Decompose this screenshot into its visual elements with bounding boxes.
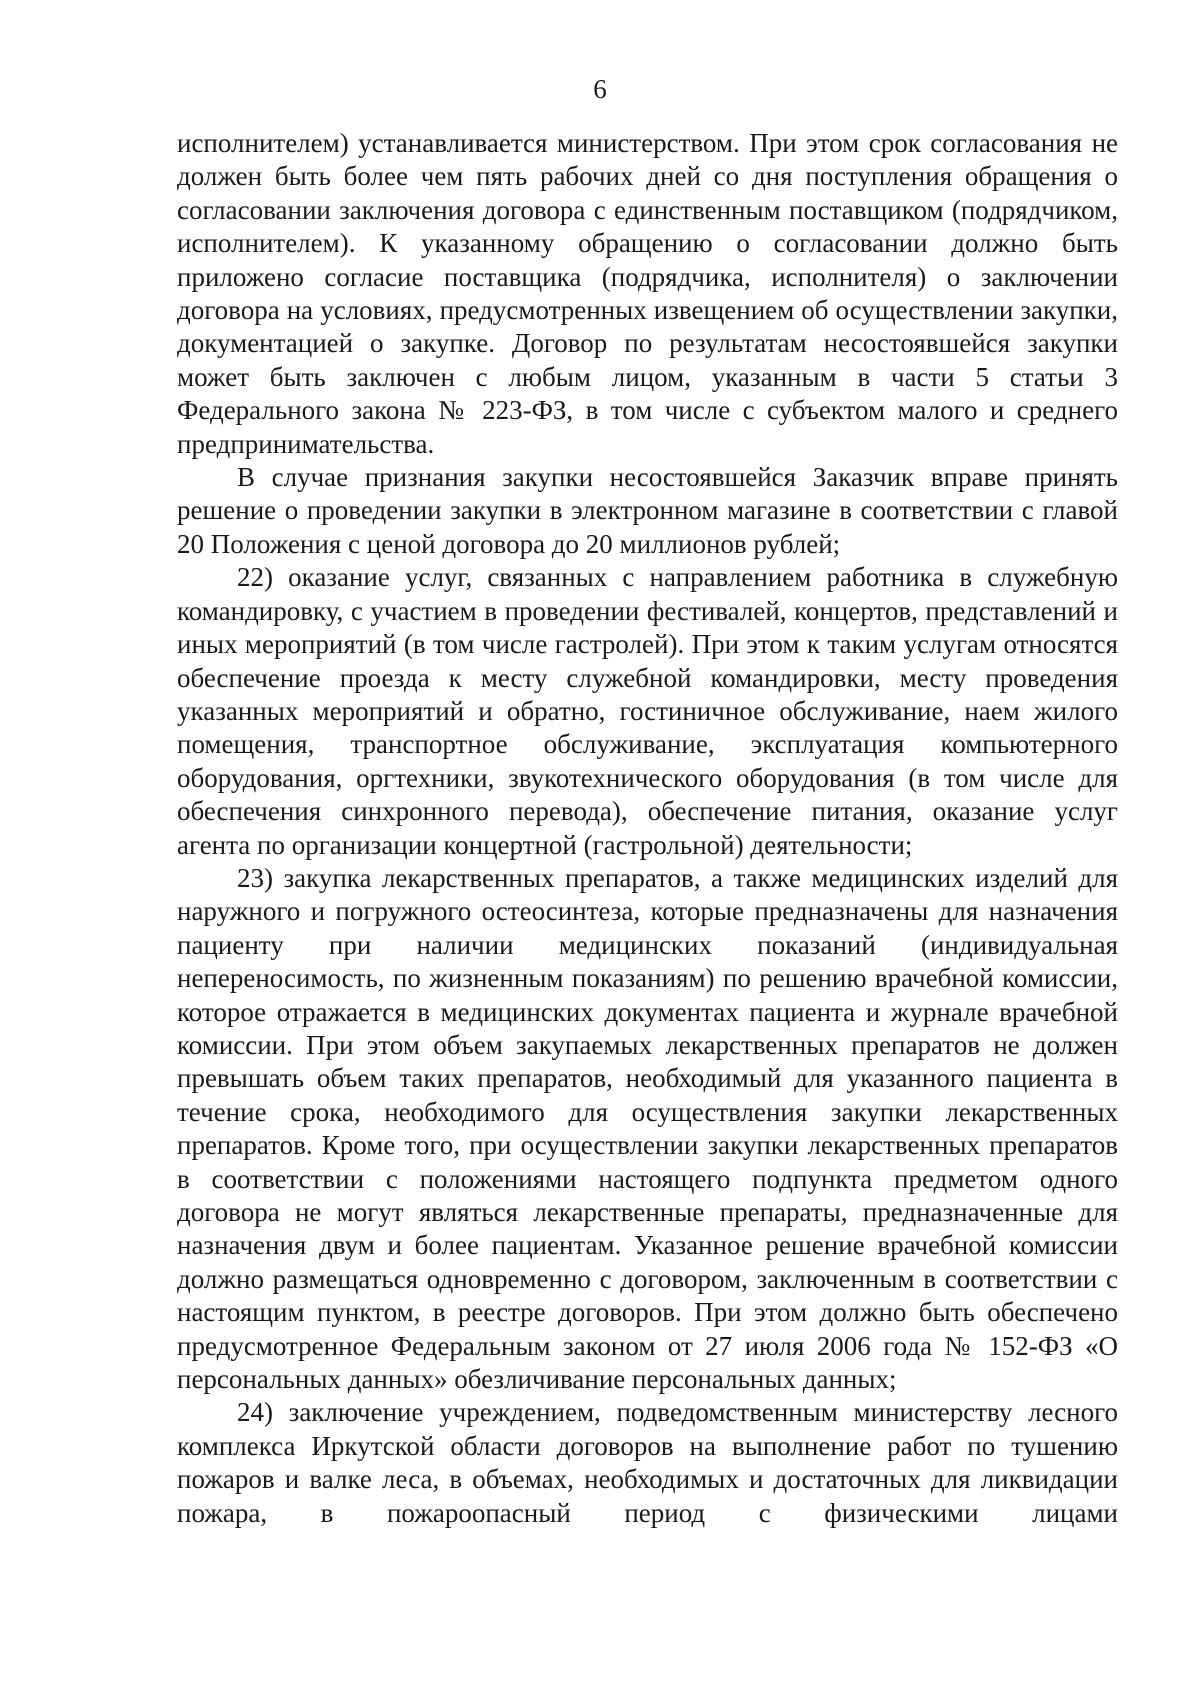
paragraph-item-22: 22) оказание услуг, связанных с направлением работника в служебную командировку, с участием в проведении фестивалей, концертов, представлений и иных мероприятий (в том числе гастролей). При этом к таким услугам относятся обеспечение проезда к месту служебной командировки, месту проведения указанных мероприятий и обратно, гостиничное обслуживание, наем жилого помещения, транспортное обслуживание, эксплуатация компьютерного оборудования, оргтехники, звукотехнического оборудования (в том числе для обеспечения синхронного перевода), обеспечение питания, оказание услуг агента по организации концертной (гастрольной) деятельности;: [177, 562, 1118, 860]
paragraph-item-23: 23) закупка лекарственных препаратов, а также медицинских изделий для наружного и погружного остеосинтеза, которые предназначены для назначения пациенту при наличии медицинских показаний (индивидуальная непереносимость, по жизненным показаниям) по решению врачебной комиссии, которое отражается в медицинских документах пациента и журнале врачебной комиссии. При этом объем закупаемых лекарственных препаратов не должен превышать объем таких препаратов, необходимый для указанного пациента в течение срока, необходимого для осуществления закупки лекарственных препаратов. Кроме того, при осуществлении закупки лекарственных препаратов в соответствии с положениями настоящего подпункта предметом одного договора не могут являться лекарственные препараты, предназначенные для назначения двум и более пациентам. Указанное решение врачебной комиссии должно размещаться одновременно с договором, заключенным в соответствии с настоящим пунктом, в реестре договоров. При этом должно быть обеспечено предусмотренное Федеральным законом от 27 июля 2006 года № 152-ФЗ «О персональных данных» обезличивание персональных данных;: [177, 862, 1118, 1395]
paragraph-electronic-store: В случае признания закупки несостоявшейся Заказчик вправе принять решение о проведении закупки в электронном магазине в соответствии с главой 20 Положения с ценой договора до 20 миллионов рублей;: [177, 462, 1118, 559]
paragraph-item-24: 24) заключение учреждением, подведомственным министерству лесного комплекса Иркутской области договоров на выполнение работ по тушению пожаров и валке леса, в объемах, необходимых и достаточных для ликвидации пожара, в пожароопасный период с физическими лицами: [177, 1397, 1118, 1528]
document-body: [177, 127, 1118, 1530]
page-number: 6: [593, 74, 607, 104]
paragraph-continuation: исполнителем) устанавливается министерством. При этом срок согласования не должен быть более чем пять рабочих дней со дня поступления обращения о согласовании заключения договора с единственным поставщиком (подрядчиком, исполнителем). К указанному обращению о согласовании должно быть приложено согласие поставщика (подрядчика, исполнителя) о заключении договора на условиях, предусмотренных извещением об осуществлении закупки, документацией о закупке. Договор по результатам несостоявшейся закупки может быть заключен с любым лицом, указанным в части 5 статьи 3 Федерального закона № 223-ФЗ, в том числе с субъектом малого и среднего предпринимательства.: [177, 128, 1118, 459]
